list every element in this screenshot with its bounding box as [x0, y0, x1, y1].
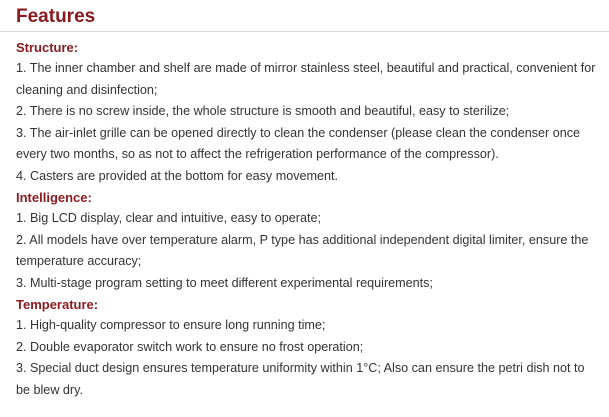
section-structure — [16, 37, 602, 187]
section-heading-structure: Structure: — [16, 40, 79, 55]
temperature-item-2: 2. Double evaporator switch work to ensure no frost operation; — [16, 339, 364, 354]
section-intelligence — [16, 187, 602, 294]
title-divider — [0, 31, 609, 32]
section-heading-intelligence: Intelligence: — [16, 190, 92, 205]
intelligence-item-2: 2. All models have over temperature alarm, P type has additional independent digital limiter, ensure the temperature accuracy; — [16, 232, 589, 268]
structure-item-3: 3. The air-inlet grille can be opened directly to clean the condenser (please clean the condenser once every two months, so as not to affect the refrigeration performance of the compressor). — [16, 125, 581, 161]
section-heading-temperature: Temperature: — [16, 297, 99, 312]
structure-item-1: 1. The inner chamber and shelf are made of mirror stainless steel, beautiful and practical, convenient for cleaning and disinfection; — [16, 61, 596, 97]
features-content — [16, 37, 602, 401]
temperature-item-3: 3. Special duct design ensures temperature uniformity within 1°C; Also can ensure the petri dish not to be blew dry. — [16, 361, 585, 397]
page-title: Features — [16, 6, 96, 27]
structure-item-2: 2. There is no screw inside, the whole structure is smooth and beautiful, easy to sterilize; — [16, 104, 510, 118]
structure-item-4: 4. Casters are provided at the bottom for easy movement. — [16, 168, 338, 183]
section-temperature — [16, 294, 602, 401]
intelligence-item-3: 3. Multi-stage program setting to meet different experimental requirements; — [16, 275, 433, 290]
intelligence-item-1: 1. Big LCD display, clear and intuitive, easy to operate; — [16, 211, 321, 225]
temperature-item-1: 1. High-quality compressor to ensure long running time; — [16, 318, 326, 332]
